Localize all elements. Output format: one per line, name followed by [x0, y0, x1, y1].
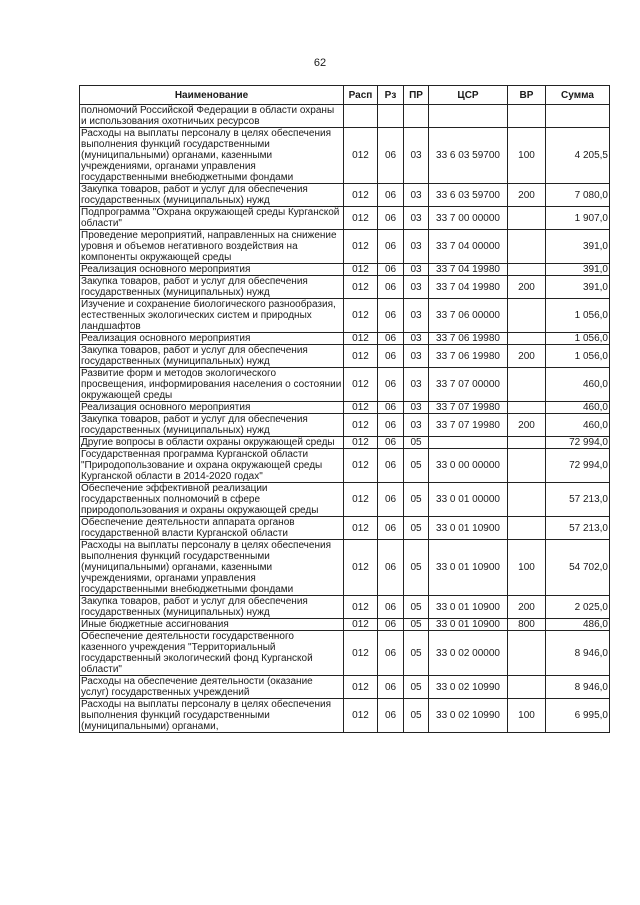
cell-sum: 4 205,5 [546, 128, 610, 184]
cell-rasp: 012 [344, 184, 378, 207]
cell-rz: 06 [378, 333, 404, 345]
page-number: 62 [313, 57, 327, 69]
cell-csr: 33 7 04 19980 [429, 276, 508, 299]
cell-rz: 06 [378, 184, 404, 207]
table-row [80, 596, 610, 619]
cell-rz: 06 [378, 402, 404, 414]
cell-vr [508, 483, 546, 517]
cell-name: Закупка товаров, работ и услуг для обеспечения государственных (муниципальных) нужд [80, 345, 344, 368]
cell-csr: 33 6 03 59700 [429, 184, 508, 207]
header-vr: ВР [508, 86, 546, 105]
cell-csr: 33 0 01 00000 [429, 483, 508, 517]
cell-csr: 33 7 04 19980 [429, 264, 508, 276]
cell-sum: 6 995,0 [546, 699, 610, 733]
cell-sum: 7 080,0 [546, 184, 610, 207]
cell-csr: 33 7 07 19980 [429, 414, 508, 437]
cell-vr [508, 676, 546, 699]
cell-vr [508, 449, 546, 483]
cell-vr [508, 631, 546, 676]
cell-vr: 100 [508, 540, 546, 596]
cell-name: Закупка товаров, работ и услуг для обеспечения государственных (муниципальных) нужд [80, 414, 344, 437]
cell-csr: 33 7 06 19980 [429, 333, 508, 345]
table-row [80, 230, 610, 264]
cell-pr: 03 [404, 402, 429, 414]
header-rasp: Расп [344, 86, 378, 105]
cell-vr [508, 230, 546, 264]
cell-vr: 200 [508, 276, 546, 299]
cell-rasp: 012 [344, 345, 378, 368]
table-row [80, 105, 610, 128]
table-body [80, 105, 610, 733]
table-row [80, 540, 610, 596]
cell-vr [508, 368, 546, 402]
cell-name: Реализация основного мероприятия [80, 264, 344, 276]
cell-sum: 8 946,0 [546, 631, 610, 676]
cell-vr [508, 517, 546, 540]
cell-rasp: 012 [344, 207, 378, 230]
table-row [80, 184, 610, 207]
cell-csr: 33 7 06 00000 [429, 299, 508, 333]
cell-vr [508, 207, 546, 230]
header-pr: ПР [404, 86, 429, 105]
table-header-row [80, 86, 610, 105]
cell-vr [508, 264, 546, 276]
cell-rasp: 012 [344, 128, 378, 184]
cell-rz: 06 [378, 264, 404, 276]
table-row [80, 676, 610, 699]
cell-rasp: 012 [344, 483, 378, 517]
cell-csr [429, 105, 508, 128]
cell-name: Закупка товаров, работ и услуг для обеспечения государственных (муниципальных) нужд [80, 596, 344, 619]
cell-pr: 03 [404, 276, 429, 299]
cell-rasp: 012 [344, 264, 378, 276]
cell-csr: 33 0 01 10900 [429, 596, 508, 619]
cell-csr: 33 0 02 00000 [429, 631, 508, 676]
cell-pr: 05 [404, 596, 429, 619]
cell-rasp: 012 [344, 333, 378, 345]
table-row [80, 276, 610, 299]
cell-name: Закупка товаров, работ и услуг для обеспечения государственных (муниципальных) нужд [80, 276, 344, 299]
cell-pr: 03 [404, 207, 429, 230]
table-row [80, 299, 610, 333]
cell-csr: 33 0 01 10900 [429, 619, 508, 631]
cell-rasp: 012 [344, 699, 378, 733]
cell-csr [429, 437, 508, 449]
cell-csr: 33 7 06 19980 [429, 345, 508, 368]
cell-rasp: 012 [344, 402, 378, 414]
cell-pr: 05 [404, 676, 429, 699]
cell-name: Обеспечение деятельности аппарата органов государственной власти Курганской области [80, 517, 344, 540]
cell-name: Расходы на выплаты персоналу в целях обеспечения выполнения функций государственными (муниципальными) органами, [80, 699, 344, 733]
header-rz: Рз [378, 86, 404, 105]
cell-name: Развитие форм и методов экологического просвещения, информирования населения о состоянии окружающей среды [80, 368, 344, 402]
cell-rz [378, 105, 404, 128]
cell-name: Подпрограмма "Охрана окружающей среды Курганской области" [80, 207, 344, 230]
header-name: Наименование [80, 86, 344, 105]
cell-name: Обеспечение эффективной реализации государственных полномочий в сфере природопользования и охраны окружающей среды [80, 483, 344, 517]
cell-sum: 1 056,0 [546, 299, 610, 333]
cell-rz: 06 [378, 449, 404, 483]
cell-rz: 06 [378, 540, 404, 596]
cell-sum: 72 994,0 [546, 437, 610, 449]
cell-sum: 54 702,0 [546, 540, 610, 596]
cell-pr: 05 [404, 449, 429, 483]
table-row [80, 517, 610, 540]
cell-rasp: 012 [344, 631, 378, 676]
table-row [80, 264, 610, 276]
cell-rasp: 012 [344, 414, 378, 437]
cell-vr: 200 [508, 414, 546, 437]
table-row [80, 449, 610, 483]
cell-sum: 1 907,0 [546, 207, 610, 230]
cell-sum: 1 056,0 [546, 333, 610, 345]
cell-sum: 72 994,0 [546, 449, 610, 483]
cell-pr: 05 [404, 517, 429, 540]
cell-pr: 03 [404, 299, 429, 333]
cell-rasp: 012 [344, 596, 378, 619]
cell-rasp: 012 [344, 276, 378, 299]
cell-pr: 03 [404, 184, 429, 207]
cell-rz: 06 [378, 699, 404, 733]
cell-rz: 06 [378, 437, 404, 449]
table-row [80, 402, 610, 414]
cell-vr [508, 402, 546, 414]
header-sum: Сумма [546, 86, 610, 105]
cell-rasp: 012 [344, 449, 378, 483]
cell-vr [508, 105, 546, 128]
cell-csr: 33 6 03 59700 [429, 128, 508, 184]
cell-vr: 200 [508, 596, 546, 619]
cell-sum [546, 105, 610, 128]
cell-vr: 800 [508, 619, 546, 631]
cell-csr: 33 0 01 10900 [429, 517, 508, 540]
cell-pr: 05 [404, 540, 429, 596]
cell-csr: 33 0 01 10900 [429, 540, 508, 596]
table-row [80, 207, 610, 230]
table-row [80, 699, 610, 733]
cell-pr: 03 [404, 128, 429, 184]
cell-sum: 391,0 [546, 276, 610, 299]
cell-rz: 06 [378, 414, 404, 437]
cell-rasp: 012 [344, 676, 378, 699]
cell-rz: 06 [378, 517, 404, 540]
cell-pr: 03 [404, 264, 429, 276]
table-row [80, 483, 610, 517]
table-row [80, 631, 610, 676]
cell-rasp: 012 [344, 619, 378, 631]
cell-name: Проведение мероприятий, направленных на снижение уровня и объемов негативного воздействия на компоненты окружающей среды [80, 230, 344, 264]
cell-csr: 33 7 07 00000 [429, 368, 508, 402]
table-row [80, 414, 610, 437]
cell-rz: 06 [378, 299, 404, 333]
table-row [80, 345, 610, 368]
cell-rz: 06 [378, 483, 404, 517]
cell-sum: 391,0 [546, 264, 610, 276]
cell-rz: 06 [378, 619, 404, 631]
cell-pr: 05 [404, 699, 429, 733]
cell-sum: 8 946,0 [546, 676, 610, 699]
cell-rz: 06 [378, 345, 404, 368]
cell-name: Расходы на обеспечение деятельности (оказание услуг) государственных учреждений [80, 676, 344, 699]
cell-pr: 03 [404, 368, 429, 402]
cell-name: Изучение и сохранение биологического разнообразия, естественных экологических систем и природных ландшафтов [80, 299, 344, 333]
cell-csr: 33 7 07 19980 [429, 402, 508, 414]
cell-name: Реализация основного мероприятия [80, 333, 344, 345]
cell-vr: 100 [508, 128, 546, 184]
cell-name: Расходы на выплаты персоналу в целях обеспечения выполнения функций государственными (муниципальными) органами, казенными учреждениями, органами управления государственными внебюджетными фондами [80, 128, 344, 184]
cell-vr [508, 299, 546, 333]
budget-table [79, 85, 610, 733]
cell-rasp: 012 [344, 517, 378, 540]
cell-csr: 33 7 00 00000 [429, 207, 508, 230]
cell-rz: 06 [378, 230, 404, 264]
cell-sum: 460,0 [546, 402, 610, 414]
cell-sum: 1 056,0 [546, 345, 610, 368]
cell-pr: 05 [404, 437, 429, 449]
cell-name: Государственная программа Курганской области "Природопользование и охрана окружающей среды Курганской области в 2014-2020 годах" [80, 449, 344, 483]
table-row [80, 333, 610, 345]
cell-pr: 05 [404, 483, 429, 517]
cell-rz: 06 [378, 128, 404, 184]
cell-name: Обеспечение деятельности государственного казенного учреждения "Территориальный государственный экологический фонд Курганской области" [80, 631, 344, 676]
cell-pr [404, 105, 429, 128]
table-row [80, 619, 610, 631]
cell-vr [508, 333, 546, 345]
cell-pr: 05 [404, 619, 429, 631]
cell-csr: 33 0 02 10990 [429, 676, 508, 699]
cell-name: Закупка товаров, работ и услуг для обеспечения государственных (муниципальных) нужд [80, 184, 344, 207]
cell-sum: 460,0 [546, 414, 610, 437]
cell-rz: 06 [378, 676, 404, 699]
cell-sum: 391,0 [546, 230, 610, 264]
cell-sum: 2 025,0 [546, 596, 610, 619]
cell-rz: 06 [378, 368, 404, 402]
cell-rasp [344, 105, 378, 128]
table-row [80, 128, 610, 184]
cell-sum: 57 213,0 [546, 517, 610, 540]
cell-rasp: 012 [344, 368, 378, 402]
cell-rasp: 012 [344, 230, 378, 264]
cell-rz: 06 [378, 631, 404, 676]
cell-pr: 03 [404, 333, 429, 345]
cell-sum: 486,0 [546, 619, 610, 631]
cell-name: Расходы на выплаты персоналу в целях обеспечения выполнения функций государственными (муниципальными) органами, казенными учреждениями, органами управления государственными внебюджетными фондами [80, 540, 344, 596]
cell-rasp: 012 [344, 299, 378, 333]
cell-rz: 06 [378, 207, 404, 230]
cell-vr [508, 437, 546, 449]
cell-pr: 03 [404, 345, 429, 368]
cell-pr: 03 [404, 414, 429, 437]
cell-vr: 200 [508, 345, 546, 368]
cell-csr: 33 0 02 10990 [429, 699, 508, 733]
cell-rasp: 012 [344, 437, 378, 449]
cell-pr: 05 [404, 631, 429, 676]
cell-rasp: 012 [344, 540, 378, 596]
cell-pr: 03 [404, 230, 429, 264]
cell-csr: 33 7 04 00000 [429, 230, 508, 264]
table-row [80, 437, 610, 449]
cell-rz: 06 [378, 276, 404, 299]
cell-name: полномочий Российской Федерации в области охраны и использования охотничьих ресурсов [80, 105, 344, 128]
cell-csr: 33 0 00 00000 [429, 449, 508, 483]
cell-vr: 200 [508, 184, 546, 207]
cell-vr: 100 [508, 699, 546, 733]
cell-name: Другие вопросы в области охраны окружающей среды [80, 437, 344, 449]
header-csr: ЦСР [429, 86, 508, 105]
cell-rz: 06 [378, 596, 404, 619]
cell-name: Реализация основного мероприятия [80, 402, 344, 414]
cell-name: Иные бюджетные ассигнования [80, 619, 344, 631]
table-row [80, 368, 610, 402]
cell-sum: 57 213,0 [546, 483, 610, 517]
cell-sum: 460,0 [546, 368, 610, 402]
